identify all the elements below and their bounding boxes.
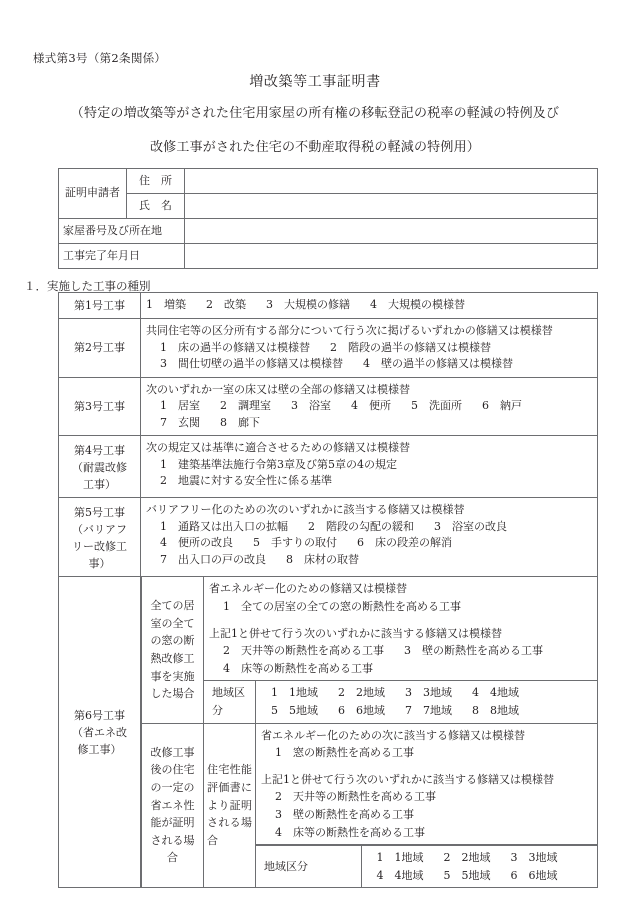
table-row-work3 <box>59 377 598 436</box>
table-row-case-a-region <box>142 681 598 723</box>
work6-label <box>59 577 141 888</box>
work4-label-line2: （耐震改修 <box>72 461 127 475</box>
work5-item-2[interactable]: 2 階段の勾配の緩和 <box>308 519 414 533</box>
work3-item-8[interactable]: 8 廊下 <box>220 415 260 429</box>
work1-item-2[interactable]: 2 改築 <box>206 298 246 311</box>
work3-items <box>141 377 598 436</box>
work5-item-6[interactable]: 6 床の段差の解消 <box>357 536 452 550</box>
case-a-label: 全ての居室の全ての窓の断熱改修工事を実施した場合 <box>142 577 204 723</box>
table-row-work6 <box>59 577 598 888</box>
work4-label-line1: 第4号工事 <box>74 444 125 458</box>
work4-label-line3: 工事） <box>83 478 116 492</box>
case-a-combine-line1 <box>209 642 592 660</box>
work1-label: 第1号工事 <box>59 293 141 319</box>
work5-item-3[interactable]: 3 浴室の改良 <box>434 519 507 533</box>
work1-item-3[interactable]: 3 大規模の修繕 <box>266 298 350 311</box>
work3-item-6[interactable]: 6 納戸 <box>482 399 522 413</box>
work4-item-1[interactable]: 1 建築基準法施行令第3章及び第5章の4の規定 <box>160 457 397 471</box>
case-b-region-table <box>256 845 597 887</box>
work5-items-line3 <box>146 552 592 569</box>
work3-item-2[interactable]: 2 調理室 <box>220 399 271 413</box>
completion-date-label: 工事完了年月日 <box>59 244 185 269</box>
work3-item-7[interactable]: 7 玄関 <box>160 415 200 429</box>
case-b-sub-label: 住宅性能評価書により証明される場合 <box>204 723 256 887</box>
case-b-region-line2 <box>367 867 593 885</box>
case-a-region-1[interactable]: 1 1地域 <box>271 686 318 700</box>
case-b-region-4[interactable]: 4 4地域 <box>376 868 424 882</box>
work3-item-3[interactable]: 3 浴室 <box>291 399 331 413</box>
work5-items-line1 <box>146 519 592 536</box>
work2-items <box>141 319 598 378</box>
work3-item-5[interactable]: 5 洗面所 <box>411 399 462 413</box>
table-row-case-a-body <box>142 577 598 680</box>
work4-item-2[interactable]: 2 地震に対する安全性に係る基準 <box>160 474 332 488</box>
completion-date-field[interactable] <box>185 244 598 269</box>
work-types-table <box>58 292 598 888</box>
case-b-region-3[interactable]: 3 3地域 <box>510 851 558 865</box>
work3-lead: 次のいずれか一室の床又は壁の全部の修繕又は模様替 <box>146 382 410 396</box>
case-b-region-line1 <box>367 849 593 867</box>
work3-item-1[interactable]: 1 居室 <box>160 399 200 413</box>
case-a-lead: 省エネルギー化のための修繕又は模様替 <box>209 582 407 596</box>
work2-item-3[interactable]: 3 間仕切壁の過半の修繕又は模様替 <box>160 357 343 371</box>
case-a-combine-line2 <box>209 660 592 678</box>
case-b-region-6[interactable]: 6 6地域 <box>510 868 558 882</box>
work5-lead: バリアフリー化のための次のいずれかに該当する修繕又は模様替 <box>146 503 465 517</box>
case-a-item-3[interactable]: 3 壁の断熱性を高める工事 <box>404 644 543 658</box>
table-row <box>59 244 598 269</box>
work5-items-line2 <box>146 535 592 552</box>
work2-label: 第2号工事 <box>59 319 141 378</box>
applicant-group-label: 証明申請者 <box>59 169 127 219</box>
work5-label-line2: （バリアフ <box>72 523 127 537</box>
work6-content <box>141 577 598 888</box>
work6-label-line2: （省エネ改 <box>72 725 127 739</box>
case-b-region-label: 地域区分 <box>256 846 361 888</box>
case-a-item-2[interactable]: 2 天井等の断熱性を高める工事 <box>223 644 384 658</box>
case-b-item-3[interactable]: 3 壁の断熱性を高める工事 <box>275 807 414 821</box>
work2-item-2[interactable]: 2 階段の過半の修繕又は模様替 <box>330 340 491 354</box>
case-a-item-4[interactable]: 4 床等の断熱性を高める工事 <box>223 661 373 675</box>
work4-label <box>59 436 141 498</box>
case-b-region-5[interactable]: 5 5地域 <box>443 868 491 882</box>
work1-item-4[interactable]: 4 大規模の模様替 <box>370 298 465 311</box>
work5-item-4[interactable]: 4 便所の改良 <box>160 536 233 550</box>
table-row-work1 <box>59 293 598 319</box>
work3-label: 第3号工事 <box>59 377 141 436</box>
case-a-region-4[interactable]: 4 4地域 <box>472 686 519 700</box>
case-b-item-2[interactable]: 2 天井等の断熱性を高める工事 <box>275 790 436 804</box>
work5-item-8[interactable]: 8 床材の取替 <box>286 552 359 566</box>
document-subtitle-line1: （特定の増改築等がされた住宅用家屋の所有権の移転登記の税率の軽減の特例及び <box>70 106 560 121</box>
table-row-work2 <box>59 319 598 378</box>
document-title: 増改築等工事証明書 <box>249 74 381 90</box>
document-subtitle-line2: 改修工事がされた住宅の不動産取得税の軽減の特例用） <box>149 140 480 155</box>
case-b-item-4[interactable]: 4 床等の断熱性を高める工事 <box>275 825 425 839</box>
case-a-region-label: 地域区分 <box>204 681 256 723</box>
work3-items-line1 <box>146 398 592 415</box>
table-row-work5 <box>59 498 598 577</box>
form-number: 様式第3号（第2条関係） <box>33 51 167 65</box>
table-row <box>59 194 598 219</box>
case-b-items <box>256 723 598 845</box>
work4-items <box>141 436 598 498</box>
case-a-region-6[interactable]: 6 6地域 <box>338 703 385 717</box>
case-b-region-1[interactable]: 1 1地域 <box>376 851 424 865</box>
work5-label-line1: 第5号工事 <box>74 506 125 520</box>
applicant-name-label: 氏 名 <box>127 194 185 219</box>
case-a-region-line1 <box>261 684 592 702</box>
work2-item-4[interactable]: 4 壁の過半の修繕又は模様替 <box>363 357 513 371</box>
case-b-item-1[interactable]: 1 窓の断熱性を高める工事 <box>275 746 414 760</box>
case-b-region-values <box>361 846 597 888</box>
case-a-region-values <box>256 681 598 723</box>
work3-items-line2 <box>146 415 592 432</box>
work6-label-line1: 第6号工事 <box>74 708 125 722</box>
case-b-region-wrapper <box>256 845 598 888</box>
case-b-combine-lead: 上記1と併せて行う次のいずれかに該当する修繕又は模様替 <box>261 772 554 786</box>
applicant-name-field[interactable] <box>185 194 598 219</box>
case-a-item-1[interactable]: 1 全ての居室の全ての窓の断熱性を高める工事 <box>223 599 461 613</box>
work6-nested-table <box>141 577 597 887</box>
case-b-region-2[interactable]: 2 2地域 <box>443 851 491 865</box>
work2-item-1[interactable]: 1 床の過半の修繕又は模様替 <box>160 340 310 354</box>
work1-items <box>141 293 598 319</box>
applicant-address-field[interactable] <box>185 169 598 194</box>
work2-items-line2 <box>146 356 592 373</box>
case-a-region-7[interactable]: 7 7地域 <box>405 703 452 717</box>
house-number-field[interactable] <box>185 219 598 244</box>
work5-items <box>141 498 598 577</box>
table-row-work4 <box>59 436 598 498</box>
house-number-label: 家屋番号及び所在地 <box>59 219 185 244</box>
work5-item-7[interactable]: 7 出入口の戸の改良 <box>160 552 266 566</box>
work5-label-line3: リー改修工 <box>72 540 127 554</box>
case-a-region-5[interactable]: 5 5地域 <box>271 703 318 717</box>
work3-item-4[interactable]: 4 便所 <box>351 399 391 413</box>
case-a-region-8[interactable]: 8 8地域 <box>472 703 519 717</box>
case-a-items <box>204 577 598 680</box>
work5-item-5[interactable]: 5 手すりの取付 <box>253 536 337 550</box>
work5-label <box>59 498 141 577</box>
applicant-table <box>58 168 598 269</box>
work5-item-1[interactable]: 1 通路又は出入口の拡幅 <box>160 519 288 533</box>
table-row <box>59 219 598 244</box>
case-b-lead: 省エネルギー化のための次に該当する修繕又は模様替 <box>261 728 525 742</box>
work5-label-line4: 事） <box>88 557 111 571</box>
table-row-case-b-body <box>142 723 598 845</box>
work1-item-1[interactable]: 1 増築 <box>146 298 186 311</box>
case-a-region-3[interactable]: 3 3地域 <box>405 686 452 700</box>
case-b-label: 改修工事後の住宅の一定の省エネ性能が証明される場合 <box>142 723 204 887</box>
section-heading: １．実施した工事の種別 <box>24 279 151 293</box>
work2-items-line1 <box>146 340 592 357</box>
table-row <box>256 846 597 888</box>
work6-label-line3: 修工事） <box>77 742 122 756</box>
work2-lead: 共同住宅等の区分所有する部分について行う次に掲げるいずれかの修繕又は模様替 <box>146 324 553 338</box>
work4-lead: 次の規定又は基準に適合させるための修繕又は模様替 <box>146 441 410 455</box>
case-a-combine-lead: 上記1と併せて行う次のいずれかに該当する修繕又は模様替 <box>209 626 502 640</box>
case-a-region-line2 <box>261 702 592 720</box>
applicant-address-label: 住 所 <box>127 169 185 194</box>
table-row <box>59 169 598 194</box>
case-a-region-2[interactable]: 2 2地域 <box>338 686 385 700</box>
